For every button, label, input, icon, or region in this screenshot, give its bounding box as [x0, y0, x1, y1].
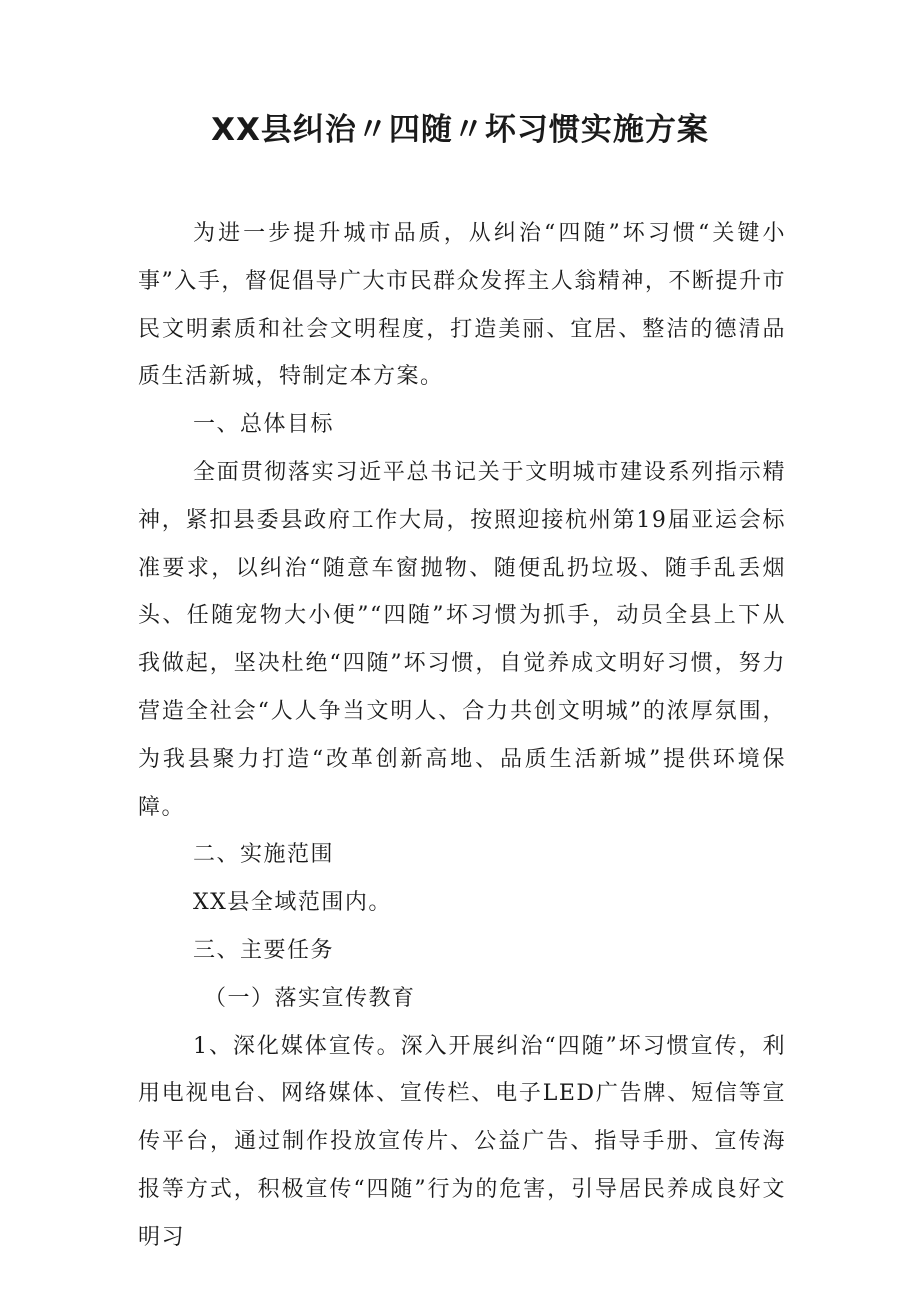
section-heading-scope: 二、实施范围: [193, 842, 335, 868]
document-title: XX县纠治〃四随〃坏习惯实施方案: [211, 112, 709, 148]
subsection-heading-publicity: （一）落实宣传教育: [204, 985, 416, 1011]
section-heading-main-tasks: 三、主要任务: [193, 937, 335, 963]
intro-paragraph: 为进一步提升城市品质，从纠治“四随”坏习惯“关键小事”入手，督促倡导广大市民群众发挥主人翁精神，不断提升市民文明素质和社会文明程度，打造美丽、宜居、整洁的德清品质生活新城，特制定本方案。: [138, 221, 786, 390]
scope-paragraph: XX县全域范围内。: [193, 890, 392, 916]
media-publicity-paragraph: 1、深化媒体宣传。深入开展纠治“四随”坏习惯宣传，利用电视电台、网络媒体、宣传栏、电子LED广告牌、短信等宣传平台，通过制作投放宣传片、公益广告、指导手册、宣传海报等方式，积极宣传“四随”行为的危害，引导居民养成良好文明习: [138, 1033, 786, 1250]
document-body: [138, 210, 786, 1262]
overall-goal-paragraph: 全面贯彻落实习近平总书记关于文明城市建设系列指示精神，紧扣县委县政府工作大局，按照迎接杭州第19届亚运会标准要求，以纠治“随意车窗抛物、随便乱扔垃圾、随手乱丢烟头、任随宠物大小便”“四随”坏习惯为抓手，动员全县上下从我做起，坚决杜绝“四随”坏习惯，自觉养成文明好习惯，努力营造全社会“人人争当文明人、合力共创文明城”的浓厚氛围，为我县聚力打造“改革创新高地、品质生活新城”提供环境保障。: [138, 459, 786, 820]
section-heading-overall-goal: 一、总体目标: [193, 412, 335, 438]
